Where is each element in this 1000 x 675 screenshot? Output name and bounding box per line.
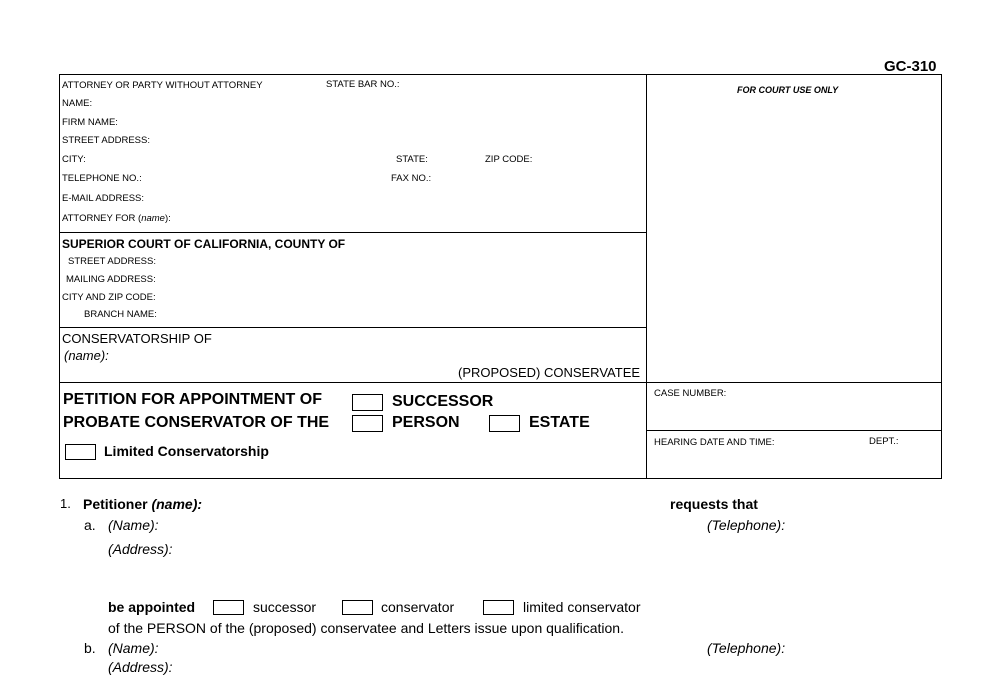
court-title: SUPERIOR COURT OF CALIFORNIA, COUNTY OF (62, 237, 346, 251)
item-a-telephone-label: (Telephone): (707, 517, 786, 533)
state-label: STATE: (396, 154, 428, 165)
attorney-party-label: ATTORNEY OR PARTY WITHOUT ATTORNEY (62, 80, 263, 91)
successor-checkbox[interactable] (352, 394, 383, 411)
city-label: CITY: (62, 154, 86, 165)
requests-that-label: requests that (670, 496, 758, 512)
telephone-label: TELEPHONE NO.: (62, 173, 142, 184)
conservatorship-name-label: (name): (64, 348, 109, 363)
form-id: GC-310 (884, 58, 937, 75)
divider (59, 232, 647, 233)
caption-divider (646, 74, 647, 479)
item-b-letter: b. (84, 640, 96, 656)
item-a-name-label: (Name): (108, 517, 159, 533)
item1-number: 1. (60, 496, 71, 511)
conservator-appoint-label: conservator (381, 599, 455, 615)
dept-label: DEPT.: (869, 436, 899, 447)
conservatorship-of-label: CONSERVATORSHIP OF (62, 331, 212, 346)
person-checkbox[interactable] (352, 415, 383, 432)
estate-label: ESTATE (529, 414, 590, 431)
petition-title-line1: PETITION FOR APPOINTMENT OF (63, 391, 322, 408)
court-street-label: STREET ADDRESS: (68, 256, 156, 267)
item-a-address-label: (Address): (108, 541, 173, 557)
limited-conservatorship-label: Limited Conservatorship (104, 443, 269, 459)
email-label: E-MAIL ADDRESS: (62, 193, 145, 204)
successor-appoint-checkbox[interactable] (213, 600, 244, 615)
street-address-label: STREET ADDRESS: (62, 135, 150, 146)
state-bar-label: STATE BAR NO.: (326, 79, 400, 90)
name-label: NAME: (62, 98, 93, 109)
petitioner-label: Petitioner (name): (83, 496, 203, 512)
attorney-for-label: ATTORNEY FOR (name): (62, 213, 171, 224)
limited-conservator-appoint-label: limited conservator (523, 599, 641, 615)
court-branch-label: BRANCH NAME: (84, 309, 157, 320)
divider (59, 382, 942, 383)
divider (59, 327, 647, 328)
firm-name-label: FIRM NAME: (62, 117, 118, 128)
limited-conservator-appoint-checkbox[interactable] (483, 600, 514, 615)
proposed-conservatee-label: (PROPOSED) CONSERVATEE (458, 365, 641, 380)
item-b-telephone-label: (Telephone): (707, 640, 786, 656)
successor-label: SUCCESSOR (392, 393, 494, 410)
limited-conservatorship-checkbox[interactable] (65, 444, 96, 460)
court-use-label: FOR COURT USE ONLY (737, 85, 839, 95)
be-appointed-label: be appointed (108, 599, 196, 615)
zip-label: ZIP CODE: (485, 154, 533, 165)
item-b-address-label: (Address): (108, 659, 173, 675)
item-a-letter: a. (84, 517, 96, 533)
case-number-label: CASE NUMBER: (654, 388, 727, 399)
of-the-person-text: of the PERSON of the (proposed) conservatee and Letters issue upon qualification. (108, 620, 624, 636)
person-label: PERSON (392, 414, 460, 431)
court-city-zip-label: CITY AND ZIP CODE: (62, 292, 156, 303)
fax-label: FAX NO.: (391, 173, 432, 184)
estate-checkbox[interactable] (489, 415, 520, 432)
hearing-label: HEARING DATE AND TIME: (654, 437, 775, 448)
court-mailing-label: MAILING ADDRESS: (66, 274, 156, 285)
petition-title-line2: PROBATE CONSERVATOR OF THE (63, 414, 330, 431)
divider (646, 430, 942, 431)
conservator-appoint-checkbox[interactable] (342, 600, 373, 615)
successor-appoint-label: successor (253, 599, 317, 615)
item-b-name-label: (Name): (108, 640, 159, 656)
